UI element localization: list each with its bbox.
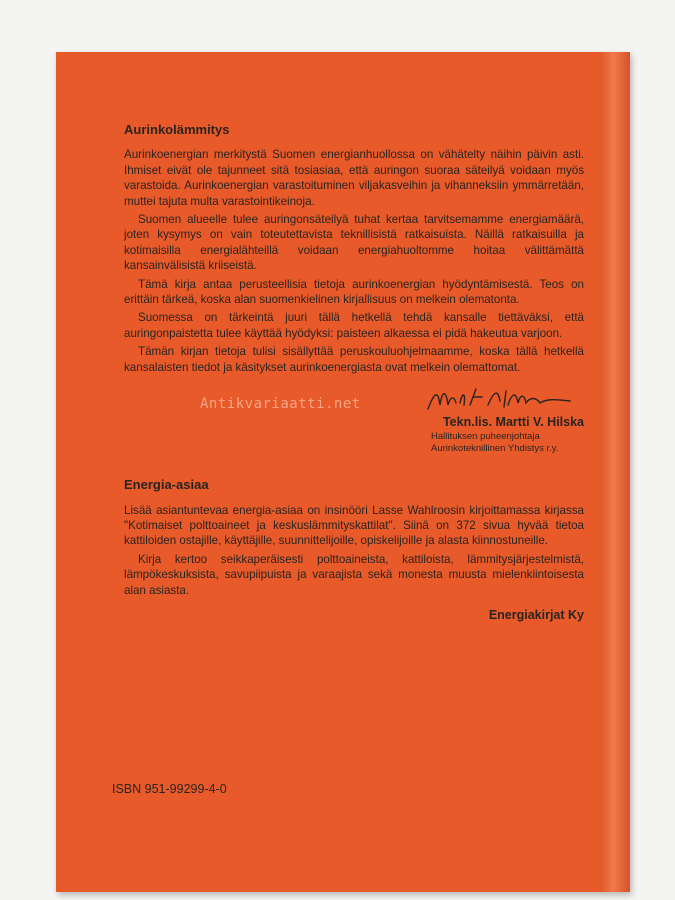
book-edge <box>600 52 630 892</box>
signature-role-line: Aurinkoteknillinen Yhdistys r.y. <box>431 443 559 455</box>
watermark: Antikvariaatti.net <box>200 396 361 412</box>
paragraph: Suomen alueelle tulee auringonsäteilyä tuhat kertaa tarvitsemamme energiamäärä, joten kysymys on vain toteutettavista teknillisistä ratkaisuista. Näillä ratkaisuilla ja kotimaisilla energialähteillä voidaan energiahuoltomme hoitaa välittämättä kansainvälisistä kriiseistä. <box>124 213 584 273</box>
section-heading-aurinkolammitys: Aurinkolämmitys <box>124 122 230 137</box>
paragraph: Tämä kirja antaa perusteellisia tietoja aurinkoenergian hyödyntämisestä. Teos on erittäin tärkeä, koska alan suomenkielinen kirjallisuus on melkein olematonta. <box>124 277 584 307</box>
signature-role-line: Hallituksen puheenjohtaja <box>431 431 540 443</box>
paragraph: Tämän kirjan tietoja tulisi sisällyttää peruskouluohjelmaamme, koska tällä hetkellä kansalaisten tiedot ja käsitykset aurinkoenergiasta ovat melkein olemattomat. <box>124 345 584 374</box>
section-energia-asiaa <box>124 477 584 623</box>
paragraph: Lisää asiantuntevaa energia-asiaa on insinööri Lasse Wahlroosin kirjoittamassa kirjassa "Kotimaiset polttoaineet ja keskuslämmityskattilat". Siinä on 372 sivua hyvää tietoa kattiloiden ostajille, käyttäjille, suunnittelijoille, opiskelijoille ja alasta kiinnostuneille. <box>124 503 584 548</box>
handwritten-signature <box>424 383 574 415</box>
paragraph: Suomessa on tärkeintä juuri tällä hetkellä tehdä kansalle tiettäväksi, että auringonpaistetta tulee käyttää hyödyksi: paisteen alkaessa ei pidä hakeutua varjoon. <box>124 311 584 340</box>
signature-block <box>124 381 584 455</box>
signature-role <box>431 431 558 455</box>
paragraph: Kirja kertoo seikkaperäisesti polttoaineista, kattiloista, lämmitysjärjestelmistä, lämpökeskuksista, savupiipuista ja varaajista sekä monesta muusta mielenkiintoisesta alan asiasta. <box>124 552 584 597</box>
book-back-cover <box>56 52 630 892</box>
signature-name: Tekn.lis. Martti V. Hilska <box>442 415 584 430</box>
cover-text <box>124 122 584 623</box>
paragraph: Aurinkoenergian merkitystä Suomen energianhuollossa on vähätelty näihin päivin asti. Ihmiset eivät ole tajunneet sitä tosiasiaa, että auringon suoraa säteilyä voidaan myös varastoida. Aurinkoenergian varastoituminen viljakasveihin ja vihanneksiin ymmärretään, muttei tajuta multa varastointikeinoja. <box>124 148 584 208</box>
isbn: ISBN 951-99299-4-0 <box>112 782 227 796</box>
publisher-name: Energiakirjat Ky <box>488 607 584 622</box>
section-heading-energia-asiaa: Energia-asiaa <box>124 477 209 493</box>
